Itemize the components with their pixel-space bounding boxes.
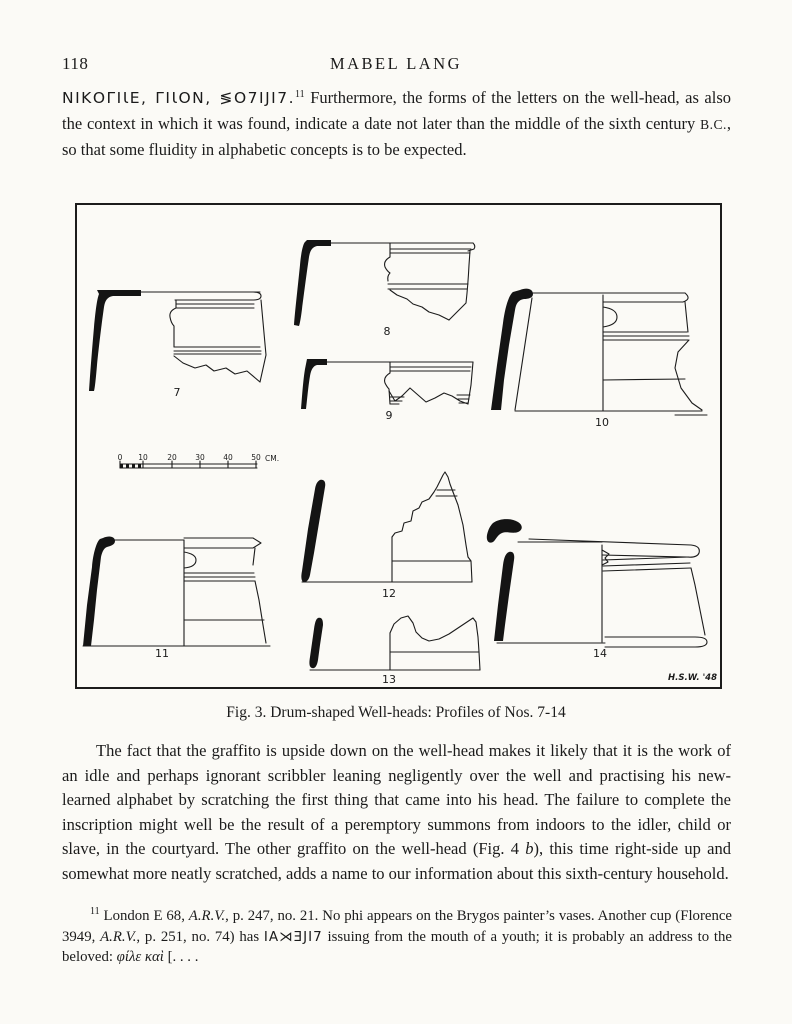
paragraph-text: Furthermore, the forms of the letters on the well-head, as also the context in which it was found, indicate a date not later than the middle of the sixth century xyxy=(62,88,731,133)
opening-paragraph xyxy=(62,85,731,162)
footnote-text: [. . . . xyxy=(163,949,199,965)
scale-tick-10: 10 xyxy=(138,453,148,462)
scale-tick-50: 50 xyxy=(251,453,261,462)
profile-drawing-13 xyxy=(309,616,480,686)
greek-phrase: φίλε καὶ xyxy=(116,949,164,965)
scale-tick-30: 30 xyxy=(195,453,205,462)
running-head: MABEL LANG xyxy=(329,54,463,73)
footnote-text: , p. 251, no. 74) has xyxy=(136,928,264,945)
profile-label-10: 10 xyxy=(595,416,609,429)
profile-label-11: 11 xyxy=(155,647,169,660)
profile-drawing-8 xyxy=(294,240,475,338)
scale-tick-40: 40 xyxy=(223,453,233,462)
retrograde-inscription: ΙΑ⋊ƎJΙ7 xyxy=(263,928,323,945)
arv-citation: A.R.V. xyxy=(188,908,226,924)
figure-caption: Fig. 3. Drum-shaped Well-heads: Profiles of Nos. 7-14 xyxy=(226,704,566,721)
profile-drawing-10 xyxy=(491,289,707,429)
figure-3-plate xyxy=(75,203,722,689)
profile-drawing-9 xyxy=(301,359,473,422)
arv-citation: A.R.V. xyxy=(100,928,137,945)
profile-label-14: 14 xyxy=(593,647,607,660)
scale-tick-20: 20 xyxy=(167,453,177,462)
footnote-number: 11 xyxy=(90,906,100,917)
profile-drawing-12 xyxy=(301,472,472,600)
profile-drawing-14 xyxy=(487,519,707,660)
profile-label-9: 9 xyxy=(385,409,393,422)
scale-unit: CM. xyxy=(265,454,280,463)
footnote-text: , p. 247, no. 21. No phi appears on the Brygos painter’s vases. Another cup (Florence 3949, xyxy=(62,908,732,945)
footnote-text: London E 68, xyxy=(99,908,189,924)
profile-drawing-11 xyxy=(83,537,270,660)
paragraph-text-end: , so that some fluidity in alphabetic concepts is to be expected. xyxy=(62,114,731,159)
illustrator-signature: H.S.W. '48 xyxy=(668,673,717,683)
paragraph-text-end: ), this time right-side up and somewhat more neatly scratched, adds a name to our information about this sixth-century household. xyxy=(62,839,731,883)
footnote-ref-11: 11 xyxy=(295,89,305,100)
profile-label-7: 7 xyxy=(173,386,181,399)
scale-bar xyxy=(118,453,279,468)
archaic-inscription: ΝΙΚΟΓΙƖΕ, ΓΙƖΟΝ, ≶Ο7ΙJΙ7. xyxy=(62,89,296,107)
smallcaps-bc: B.C. xyxy=(700,117,727,132)
footnote-text: issuing from the mouth of a youth; it is probably an address to the beloved: xyxy=(62,928,732,965)
footnote-11 xyxy=(62,906,732,968)
profile-label-13: 13 xyxy=(382,673,396,686)
profile-label-12: 12 xyxy=(382,587,396,600)
page-number: 118 xyxy=(62,54,89,73)
italic-b: b xyxy=(525,839,534,858)
profile-label-8: 8 xyxy=(383,325,391,338)
well-head-profiles-drawing xyxy=(77,205,720,687)
profile-drawing-7 xyxy=(89,290,266,399)
paragraph-text: The fact that the graffito is upside down on the well-head makes it likely that it is the work of an idle and perhaps ignorant scribbler leaning negligently over the well and practising his new-learned alphabet by scratching the first thing that came into his head. The failure to complete the inscription might well be the result of a peremptory summons from indoors to the idler, child or slave, in the courtyard. The other graffito on the well-head (Fig. 4 xyxy=(62,741,731,858)
body-paragraph xyxy=(62,739,731,886)
scale-tick-0: 0 xyxy=(117,453,123,462)
